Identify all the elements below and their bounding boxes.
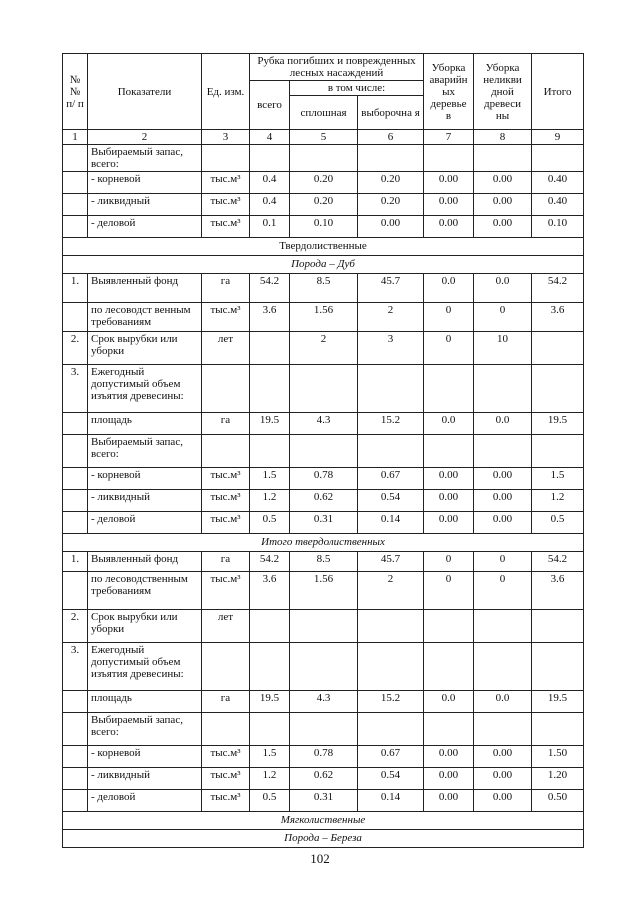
row-num-cell: [63, 216, 88, 238]
row-num-cell: [63, 172, 88, 194]
clear-cell: 2: [290, 332, 358, 365]
table-row: [63, 643, 584, 691]
row-num-cell: 3.: [63, 365, 88, 413]
selective-cell: 0.54: [358, 490, 424, 512]
unit-cell: [202, 435, 250, 468]
indicator-cell: Срок вырубки или уборки: [88, 610, 202, 643]
section-row: [63, 812, 584, 830]
total-cell: 1.50: [532, 746, 584, 768]
illiquid-cell: [474, 713, 532, 746]
header-total: Итого: [532, 54, 584, 130]
illiquid-cell: 0.0: [474, 413, 532, 435]
illiquid-cell: 0.00: [474, 194, 532, 216]
table-row: [63, 413, 584, 435]
unit-cell: тыс.м³: [202, 216, 250, 238]
selective-cell: [358, 365, 424, 413]
total-all-cell: 54.2: [250, 552, 290, 572]
total-cell: 0.40: [532, 172, 584, 194]
unit-cell: тыс.м³: [202, 746, 250, 768]
col-number: 9: [532, 130, 584, 145]
clear-cell: 4.3: [290, 413, 358, 435]
row-num-cell: [63, 468, 88, 490]
emergency-cell: 0.00: [424, 768, 474, 790]
emergency-cell: [424, 145, 474, 172]
col-number: 7: [424, 130, 474, 145]
table-row: [63, 572, 584, 610]
clear-cell: [290, 643, 358, 691]
total-cell: [532, 435, 584, 468]
section-row: [63, 256, 584, 274]
emergency-cell: [424, 435, 474, 468]
row-num-cell: [63, 746, 88, 768]
row-num-cell: [63, 512, 88, 534]
row-num-cell: [63, 768, 88, 790]
clear-cell: 1.56: [290, 572, 358, 610]
total-cell: 0.40: [532, 194, 584, 216]
illiquid-cell: 0.0: [474, 691, 532, 713]
selective-cell: [358, 435, 424, 468]
emergency-cell: 0.00: [424, 790, 474, 812]
col-number: 4: [250, 130, 290, 145]
total-cell: [532, 713, 584, 746]
emergency-cell: 0.0: [424, 274, 474, 303]
emergency-cell: 0: [424, 552, 474, 572]
indicator-cell: - корневой: [88, 746, 202, 768]
section-row: [63, 238, 584, 256]
selective-cell: 0.54: [358, 768, 424, 790]
illiquid-cell: [474, 365, 532, 413]
unit-cell: га: [202, 691, 250, 713]
total-all-cell: [250, 713, 290, 746]
table-row: [63, 365, 584, 413]
indicator-cell: Срок вырубки или уборки: [88, 332, 202, 365]
unit-cell: тыс.м³: [202, 768, 250, 790]
section-title: Итого твердолиственных: [63, 534, 584, 552]
table-row: [63, 610, 584, 643]
row-num-cell: [63, 490, 88, 512]
table-row: [63, 490, 584, 512]
unit-cell: га: [202, 413, 250, 435]
indicator-cell: площадь: [88, 691, 202, 713]
total-cell: [532, 643, 584, 691]
row-num-cell: [63, 435, 88, 468]
row-num-cell: [63, 691, 88, 713]
clear-cell: 0.62: [290, 490, 358, 512]
unit-cell: тыс.м³: [202, 303, 250, 332]
clear-cell: [290, 713, 358, 746]
total-all-cell: 19.5: [250, 413, 290, 435]
indicator-cell: Выявленный фонд: [88, 274, 202, 303]
selective-cell: 0.00: [358, 216, 424, 238]
unit-cell: [202, 643, 250, 691]
total-all-cell: 0.4: [250, 172, 290, 194]
emergency-cell: 0.00: [424, 490, 474, 512]
total-cell: 1.5: [532, 468, 584, 490]
row-num-cell: 3.: [63, 643, 88, 691]
total-all-cell: 0.4: [250, 194, 290, 216]
clear-cell: 0.31: [290, 512, 358, 534]
selective-cell: [358, 643, 424, 691]
clear-cell: 0.10: [290, 216, 358, 238]
indicator-cell: - ликвидный: [88, 490, 202, 512]
indicator-cell: Ежегодный допустимый объем изъятия древесины:: [88, 643, 202, 691]
section-row: [63, 534, 584, 552]
clear-cell: 4.3: [290, 691, 358, 713]
unit-cell: лет: [202, 332, 250, 365]
indicator-cell: Ежегодный допустимый объем изъятия древесины:: [88, 365, 202, 413]
row-num-cell: [63, 713, 88, 746]
row-num-cell: 2.: [63, 332, 88, 365]
total-all-cell: 0.5: [250, 512, 290, 534]
clear-cell: 0.20: [290, 194, 358, 216]
row-num-cell: 1.: [63, 274, 88, 303]
clear-cell: 1.56: [290, 303, 358, 332]
emergency-cell: [424, 713, 474, 746]
header-cleanup-illiquid: Уборка неликви дной древеси ны: [474, 54, 532, 130]
selective-cell: 0.67: [358, 468, 424, 490]
total-cell: [532, 365, 584, 413]
clear-cell: 0.62: [290, 768, 358, 790]
row-num-cell: [63, 194, 88, 216]
table-row: [63, 552, 584, 572]
total-all-cell: [250, 643, 290, 691]
unit-cell: га: [202, 552, 250, 572]
header-felling-group: Рубка погибших и поврежденных лесных насаждений: [250, 54, 424, 81]
emergency-cell: [424, 643, 474, 691]
total-all-cell: 3.6: [250, 303, 290, 332]
col-number: 5: [290, 130, 358, 145]
header-of-which: в том числе:: [290, 81, 424, 96]
selective-cell: 2: [358, 572, 424, 610]
unit-cell: тыс.м³: [202, 490, 250, 512]
selective-cell: 3: [358, 332, 424, 365]
row-num-cell: 2.: [63, 610, 88, 643]
row-num-cell: [63, 413, 88, 435]
table-row: [63, 274, 584, 303]
forest-table: [62, 53, 584, 848]
emergency-cell: 0: [424, 303, 474, 332]
illiquid-cell: [474, 610, 532, 643]
unit-cell: тыс.м³: [202, 572, 250, 610]
unit-cell: тыс.м³: [202, 512, 250, 534]
illiquid-cell: [474, 643, 532, 691]
emergency-cell: 0.00: [424, 746, 474, 768]
indicator-cell: площадь: [88, 413, 202, 435]
col-number: 2: [88, 130, 202, 145]
table-row: [63, 303, 584, 332]
illiquid-cell: 0.00: [474, 512, 532, 534]
row-num-cell: [63, 145, 88, 172]
section-row: [63, 830, 584, 848]
selective-cell: 45.7: [358, 274, 424, 303]
unit-cell: [202, 713, 250, 746]
selective-cell: [358, 610, 424, 643]
total-cell: 0.10: [532, 216, 584, 238]
section-title: Мягколиственные: [63, 812, 584, 830]
total-all-cell: [250, 365, 290, 413]
table-row: [63, 790, 584, 812]
total-all-cell: 1.5: [250, 746, 290, 768]
total-cell: [532, 145, 584, 172]
illiquid-cell: 0.0: [474, 274, 532, 303]
illiquid-cell: [474, 145, 532, 172]
table-row: [63, 332, 584, 365]
indicator-cell: Выбираемый запас, всего:: [88, 145, 202, 172]
selective-cell: [358, 145, 424, 172]
illiquid-cell: 0.00: [474, 216, 532, 238]
table-row: [63, 172, 584, 194]
unit-cell: тыс.м³: [202, 172, 250, 194]
total-all-cell: 1.2: [250, 490, 290, 512]
total-cell: 3.6: [532, 572, 584, 610]
total-all-cell: 54.2: [250, 274, 290, 303]
table-row: [63, 194, 584, 216]
clear-cell: [290, 365, 358, 413]
total-cell: 54.2: [532, 552, 584, 572]
table-row: [63, 145, 584, 172]
row-num-cell: [63, 303, 88, 332]
table-row: [63, 435, 584, 468]
total-cell: [532, 332, 584, 365]
col-number: 6: [358, 130, 424, 145]
clear-cell: [290, 145, 358, 172]
illiquid-cell: 0.00: [474, 490, 532, 512]
illiquid-cell: 10: [474, 332, 532, 365]
col-number: 3: [202, 130, 250, 145]
table-row: [63, 768, 584, 790]
clear-cell: 0.31: [290, 790, 358, 812]
indicator-cell: - ликвидный: [88, 768, 202, 790]
illiquid-cell: 0: [474, 303, 532, 332]
selective-cell: 15.2: [358, 413, 424, 435]
selective-cell: 0.20: [358, 194, 424, 216]
emergency-cell: 0.00: [424, 468, 474, 490]
unit-cell: тыс.м³: [202, 468, 250, 490]
unit-cell: [202, 145, 250, 172]
row-num-cell: 1.: [63, 552, 88, 572]
indicator-cell: - корневой: [88, 172, 202, 194]
indicator-cell: - деловой: [88, 512, 202, 534]
emergency-cell: 0: [424, 332, 474, 365]
illiquid-cell: 0.00: [474, 746, 532, 768]
total-cell: 1.2: [532, 490, 584, 512]
selective-cell: 0.67: [358, 746, 424, 768]
row-num-cell: [63, 790, 88, 812]
total-cell: 0.5: [532, 512, 584, 534]
total-cell: 19.5: [532, 691, 584, 713]
indicator-cell: Выбираемый запас, всего:: [88, 713, 202, 746]
indicator-cell: - деловой: [88, 216, 202, 238]
total-all-cell: 1.5: [250, 468, 290, 490]
total-cell: 0.50: [532, 790, 584, 812]
table-row: [63, 691, 584, 713]
clear-cell: 0.78: [290, 468, 358, 490]
header-num: № № п/ п: [63, 54, 88, 130]
illiquid-cell: 0.00: [474, 768, 532, 790]
section-title: Твердолиственные: [63, 238, 584, 256]
illiquid-cell: [474, 435, 532, 468]
row-num-cell: [63, 572, 88, 610]
emergency-cell: [424, 365, 474, 413]
selective-cell: 0.14: [358, 790, 424, 812]
indicator-cell: - ликвидный: [88, 194, 202, 216]
column-number-row: [63, 130, 584, 145]
selective-cell: 0.20: [358, 172, 424, 194]
col-number: 8: [474, 130, 532, 145]
total-all-cell: [250, 332, 290, 365]
indicator-cell: - деловой: [88, 790, 202, 812]
col-number: 1: [63, 130, 88, 145]
section-title: Порода – Дуб: [63, 256, 584, 274]
clear-cell: [290, 435, 358, 468]
total-cell: 54.2: [532, 274, 584, 303]
page-number: 102: [310, 851, 330, 866]
illiquid-cell: 0: [474, 572, 532, 610]
selective-cell: 2: [358, 303, 424, 332]
total-all-cell: 1.2: [250, 768, 290, 790]
selective-cell: [358, 713, 424, 746]
indicator-cell: по лесоводст венным требованиям: [88, 303, 202, 332]
total-all-cell: [250, 610, 290, 643]
selective-cell: 0.14: [358, 512, 424, 534]
unit-cell: тыс.м³: [202, 790, 250, 812]
table-row: [63, 713, 584, 746]
emergency-cell: 0.0: [424, 691, 474, 713]
emergency-cell: 0.00: [424, 216, 474, 238]
indicator-cell: - корневой: [88, 468, 202, 490]
total-all-cell: [250, 435, 290, 468]
clear-cell: 0.78: [290, 746, 358, 768]
illiquid-cell: 0.00: [474, 468, 532, 490]
emergency-cell: [424, 610, 474, 643]
illiquid-cell: 0: [474, 552, 532, 572]
clear-cell: 8.5: [290, 274, 358, 303]
table-row: [63, 746, 584, 768]
unit-cell: [202, 365, 250, 413]
total-cell: 19.5: [532, 413, 584, 435]
indicator-cell: по лесоводственным требованиям: [88, 572, 202, 610]
header-indicator: Показатели: [88, 54, 202, 130]
clear-cell: 8.5: [290, 552, 358, 572]
emergency-cell: 0: [424, 572, 474, 610]
table-row: [63, 216, 584, 238]
table-row: [63, 468, 584, 490]
clear-cell: [290, 610, 358, 643]
indicator-cell: Выявленный фонд: [88, 552, 202, 572]
header-selective: выборочна я: [358, 96, 424, 130]
total-all-cell: 3.6: [250, 572, 290, 610]
illiquid-cell: 0.00: [474, 790, 532, 812]
emergency-cell: 0.00: [424, 194, 474, 216]
selective-cell: 45.7: [358, 552, 424, 572]
total-cell: 3.6: [532, 303, 584, 332]
emergency-cell: 0.0: [424, 413, 474, 435]
illiquid-cell: 0.00: [474, 172, 532, 194]
total-cell: 1.20: [532, 768, 584, 790]
selective-cell: 15.2: [358, 691, 424, 713]
table-row: [63, 512, 584, 534]
total-all-cell: 19.5: [250, 691, 290, 713]
emergency-cell: 0.00: [424, 512, 474, 534]
header-cleanup-emergency: Уборка аварийн ых деревье в: [424, 54, 474, 130]
emergency-cell: 0.00: [424, 172, 474, 194]
header-total-all: всего: [250, 81, 290, 130]
clear-cell: 0.20: [290, 172, 358, 194]
unit-cell: тыс.м³: [202, 194, 250, 216]
unit-cell: га: [202, 274, 250, 303]
total-all-cell: 0.5: [250, 790, 290, 812]
total-cell: [532, 610, 584, 643]
unit-cell: лет: [202, 610, 250, 643]
section-title: Порода – Береза: [63, 830, 584, 848]
header-unit: Ед. изм.: [202, 54, 250, 130]
indicator-cell: Выбираемый запас, всего:: [88, 435, 202, 468]
total-all-cell: 0.1: [250, 216, 290, 238]
header-clear: сплошная: [290, 96, 358, 130]
total-all-cell: [250, 145, 290, 172]
